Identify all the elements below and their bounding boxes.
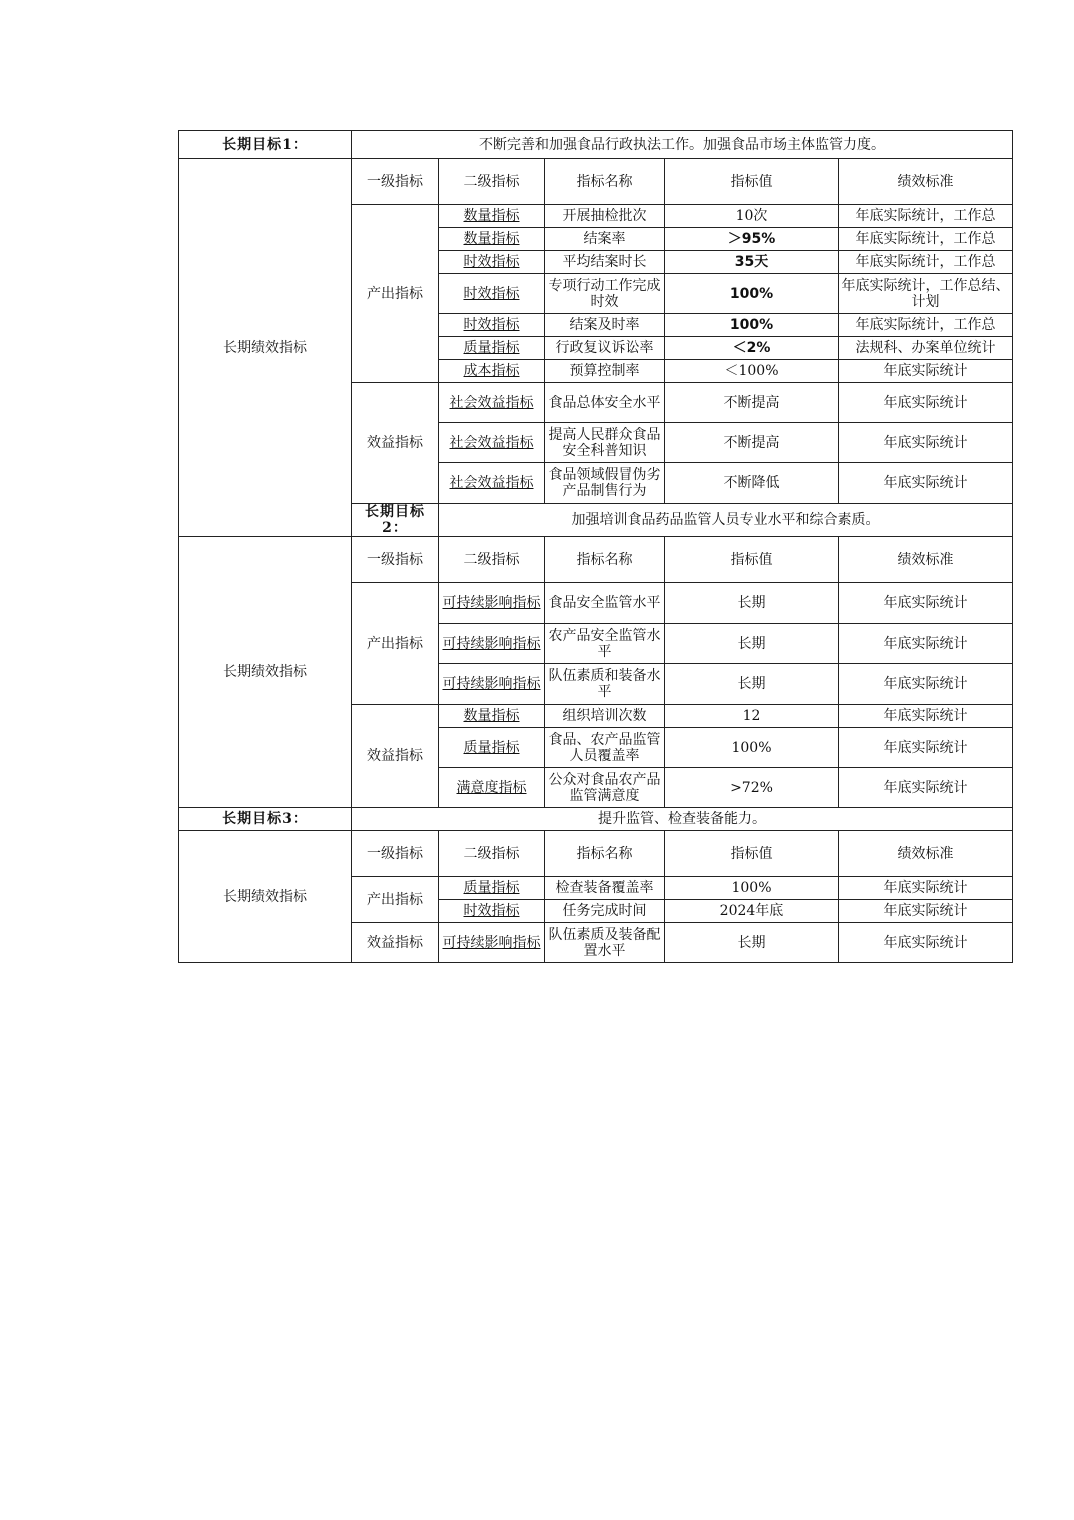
- header-standard: 绩效标准: [839, 831, 1013, 877]
- indicator-standard: 年底实际统计: [839, 768, 1013, 808]
- indicator-standard: 年底实际统计，工作总结、计划: [839, 274, 1013, 314]
- indicator-name: 任务完成时间: [545, 900, 665, 923]
- indicator-value: 12: [665, 705, 839, 728]
- level2-cell: 可持续影响指标: [439, 923, 545, 963]
- level2-cell: 可持续影响指标: [439, 583, 545, 624]
- indicator-name: 组织培训次数: [545, 705, 665, 728]
- indicator-name: 队伍素质及装备配置水平: [545, 923, 665, 963]
- level1-cell: 效益指标: [352, 705, 439, 808]
- indicator-value: 长期: [665, 583, 839, 624]
- indicator-standard: 年底实际统计: [839, 383, 1013, 423]
- level2-cell: 时效指标: [439, 274, 545, 314]
- header-name: 指标名称: [545, 537, 665, 583]
- indicator-value: 100%: [665, 728, 839, 768]
- indicator-value: 不断降低: [665, 463, 839, 504]
- indicator-name: 检查装备覆盖率: [545, 877, 665, 900]
- indicator-name: 食品、农产品监管人员覆盖率: [545, 728, 665, 768]
- level2-cell: 社会效益指标: [439, 383, 545, 423]
- section-label: 长期绩效指标: [179, 159, 352, 537]
- level2-cell: 满意度指标: [439, 768, 545, 808]
- indicator-standard: 年底实际统计: [839, 877, 1013, 900]
- goal-label: 长期目标1：: [179, 131, 352, 159]
- column-header-row: [179, 159, 1013, 205]
- indicator-name: 农产品安全监管水平: [545, 624, 665, 664]
- header-level2: 二级指标: [439, 159, 545, 205]
- header-level1: 一级指标: [352, 537, 439, 583]
- section-label: 长期绩效指标: [179, 831, 352, 963]
- header-value: 指标值: [665, 831, 839, 877]
- level2-cell: 社会效益指标: [439, 423, 545, 463]
- goal-label: 长期目标2：: [352, 504, 439, 537]
- level1-cell: 产出指标: [352, 583, 439, 705]
- level2-cell: 时效指标: [439, 251, 545, 274]
- level1-cell: 效益指标: [352, 383, 439, 504]
- indicator-standard: 年底实际统计: [839, 900, 1013, 923]
- indicator-standard: 年底实际统计: [839, 463, 1013, 504]
- indicator-value: 不断提高: [665, 423, 839, 463]
- indicator-standard: 年底实际统计，工作总: [839, 228, 1013, 251]
- level2-cell: 数量指标: [439, 205, 545, 228]
- header-value: 指标值: [665, 537, 839, 583]
- indicator-name: 专项行动工作完成时效: [545, 274, 665, 314]
- indicator-value: >72%: [665, 768, 839, 808]
- indicator-name: 食品总体安全水平: [545, 383, 665, 423]
- level2-cell: 时效指标: [439, 314, 545, 337]
- indicator-name: 行政复议诉讼率: [545, 337, 665, 360]
- indicator-value: 2024年底: [665, 900, 839, 923]
- header-standard: 绩效标准: [839, 159, 1013, 205]
- header-value: 指标值: [665, 159, 839, 205]
- level2-cell: 质量指标: [439, 877, 545, 900]
- goal-text: 不断完善和加强食品行政执法工作。加强食品市场主体监管力度。: [352, 131, 1013, 159]
- level1-cell: 效益指标: [352, 923, 439, 963]
- indicator-standard: 年底实际统计: [839, 583, 1013, 624]
- indicator-value: 100%: [665, 314, 839, 337]
- indicator-name: 结案及时率: [545, 314, 665, 337]
- indicator-value: ＜2%: [665, 337, 839, 360]
- header-name: 指标名称: [545, 831, 665, 877]
- indicator-standard: 年底实际统计: [839, 423, 1013, 463]
- indicator-standard: 年底实际统计，工作总: [839, 205, 1013, 228]
- indicator-name: 开展抽检批次: [545, 205, 665, 228]
- indicator-standard: 年底实际统计: [839, 728, 1013, 768]
- performance-table: [178, 130, 1013, 963]
- indicator-name: 结案率: [545, 228, 665, 251]
- indicator-value: ＞95%: [665, 228, 839, 251]
- indicator-name: 食品领域假冒伪劣产品制售行为: [545, 463, 665, 504]
- level2-cell: 时效指标: [439, 900, 545, 923]
- indicator-name: 公众对食品农产品监管满意度: [545, 768, 665, 808]
- indicator-name: 平均结案时长: [545, 251, 665, 274]
- indicator-standard: 年底实际统计: [839, 624, 1013, 664]
- goal-row: [179, 808, 1013, 831]
- indicator-value: 35天: [665, 251, 839, 274]
- indicator-value: 长期: [665, 624, 839, 664]
- indicator-value: ＜100%: [665, 360, 839, 383]
- level2-cell: 可持续影响指标: [439, 624, 545, 664]
- indicator-standard: 年底实际统计: [839, 705, 1013, 728]
- header-level1: 一级指标: [352, 159, 439, 205]
- goal-text: 提升监管、检查装备能力。: [352, 808, 1013, 831]
- indicator-standard: 年底实际统计，工作总: [839, 251, 1013, 274]
- indicator-standard: 年底实际统计: [839, 923, 1013, 963]
- level2-cell: 质量指标: [439, 728, 545, 768]
- indicator-name: 队伍素质和装备水平: [545, 664, 665, 705]
- level2-cell: 社会效益指标: [439, 463, 545, 504]
- section-label: 长期绩效指标: [179, 537, 352, 808]
- level1-cell: 产出指标: [352, 205, 439, 383]
- indicator-standard: 年底实际统计: [839, 664, 1013, 705]
- indicator-value: 10次: [665, 205, 839, 228]
- header-level1: 一级指标: [352, 831, 439, 877]
- header-level2: 二级指标: [439, 537, 545, 583]
- indicator-value: 不断提高: [665, 383, 839, 423]
- indicator-value: 100%: [665, 274, 839, 314]
- level1-cell: 产出指标: [352, 877, 439, 923]
- header-level2: 二级指标: [439, 831, 545, 877]
- indicator-name: 食品安全监管水平: [545, 583, 665, 624]
- column-header-row: [179, 831, 1013, 877]
- indicator-standard: 年底实际统计: [839, 360, 1013, 383]
- header-name: 指标名称: [545, 159, 665, 205]
- goal-label: 长期目标3：: [179, 808, 352, 831]
- indicator-standard: 法规科、办案单位统计: [839, 337, 1013, 360]
- level2-cell: 成本指标: [439, 360, 545, 383]
- column-header-row: [179, 537, 1013, 583]
- indicator-value: 100%: [665, 877, 839, 900]
- level2-cell: 数量指标: [439, 228, 545, 251]
- indicator-name: 提高人民群众食品安全科普知识: [545, 423, 665, 463]
- indicator-standard: 年底实际统计，工作总: [839, 314, 1013, 337]
- level2-cell: 数量指标: [439, 705, 545, 728]
- header-standard: 绩效标准: [839, 537, 1013, 583]
- level2-cell: 质量指标: [439, 337, 545, 360]
- indicator-value: 长期: [665, 664, 839, 705]
- goal-text: 加强培训食品药品监管人员专业水平和综合素质。: [439, 504, 1013, 537]
- goal-row: [179, 131, 1013, 159]
- level2-cell: 可持续影响指标: [439, 664, 545, 705]
- indicator-value: 长期: [665, 923, 839, 963]
- indicator-name: 预算控制率: [545, 360, 665, 383]
